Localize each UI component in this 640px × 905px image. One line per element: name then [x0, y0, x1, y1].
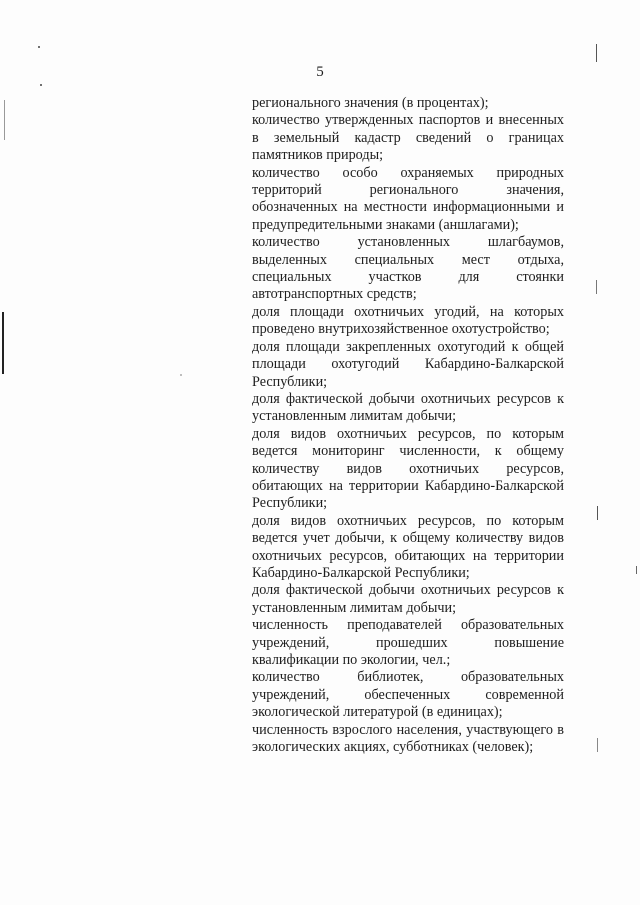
paragraph-8: доля видов охотничьих ресурсов, по которым ведется мониторинг численности, к общему количеству видов охотничьих ресурсов, обитающих на территории Кабардино-Балкарской Республики;: [252, 425, 564, 512]
paragraph-1: регионального значения (в процентах);: [252, 95, 489, 111]
page-number: 5: [316, 64, 324, 80]
paragraph-13: численность взрослого населения, участвующего в экологических акциях, субботниках (человек);: [252, 721, 564, 756]
paragraph-5: доля площади охотничьих угодий, на которых проведено внутрихозяйственное охотустройство;: [252, 303, 564, 338]
scan-dot-2: [40, 84, 42, 86]
paragraph-3: количество особо охраняемых природных территорий регионального значения, обозначенных на местности информационными и предупредительными знаками (аншлагами);: [252, 164, 564, 233]
scan-mark-left-2: [4, 100, 5, 140]
paragraph-7: доля фактической добычи охотничьих ресурсов к установленным лимитам добычи;: [252, 390, 564, 425]
scan-mark-left: [2, 312, 4, 374]
paragraph-11: численность преподавателей образовательных учреждений, прошедших повышение квалификации по экологии, чел.;: [252, 617, 564, 668]
scan-dot-1: [38, 46, 40, 48]
paragraph-9: доля видов охотничьих ресурсов, по которым ведется учет добычи, к общему количеству видов охотничьих ресурсов, обитающих на территории Кабардино-Балкарской Республики;: [252, 512, 564, 581]
scan-mark-right-2: [596, 280, 597, 294]
scan-mark-right-1: [596, 44, 597, 62]
scan-dot-3: [180, 374, 182, 376]
document-body: [252, 95, 564, 756]
paragraph-6: доля площади закрепленных охотугодий к общей площади охотугодий Кабардино-Балкарской Республики;: [252, 338, 564, 390]
scan-mark-right-3: [597, 506, 598, 520]
scan-mark-right-5: [636, 566, 637, 574]
paragraph-2: количество утвержденных паспортов и внесенных в земельный кадастр сведений о границах памятников природы;: [252, 112, 564, 164]
scan-mark-right-4: [597, 738, 598, 752]
paragraph-4: количество установленных шлагбаумов, выделенных специальных мест отдыха, специальных участков для стоянки автотранспортных средств;: [252, 234, 564, 303]
paragraph-10: доля фактической добычи охотничьих ресурсов к установленным лимитам добычи;: [252, 582, 564, 616]
paragraph-12: количество библиотек, образовательных учреждений, обеспеченных современной экологической литературой (в единицах);: [252, 669, 564, 721]
